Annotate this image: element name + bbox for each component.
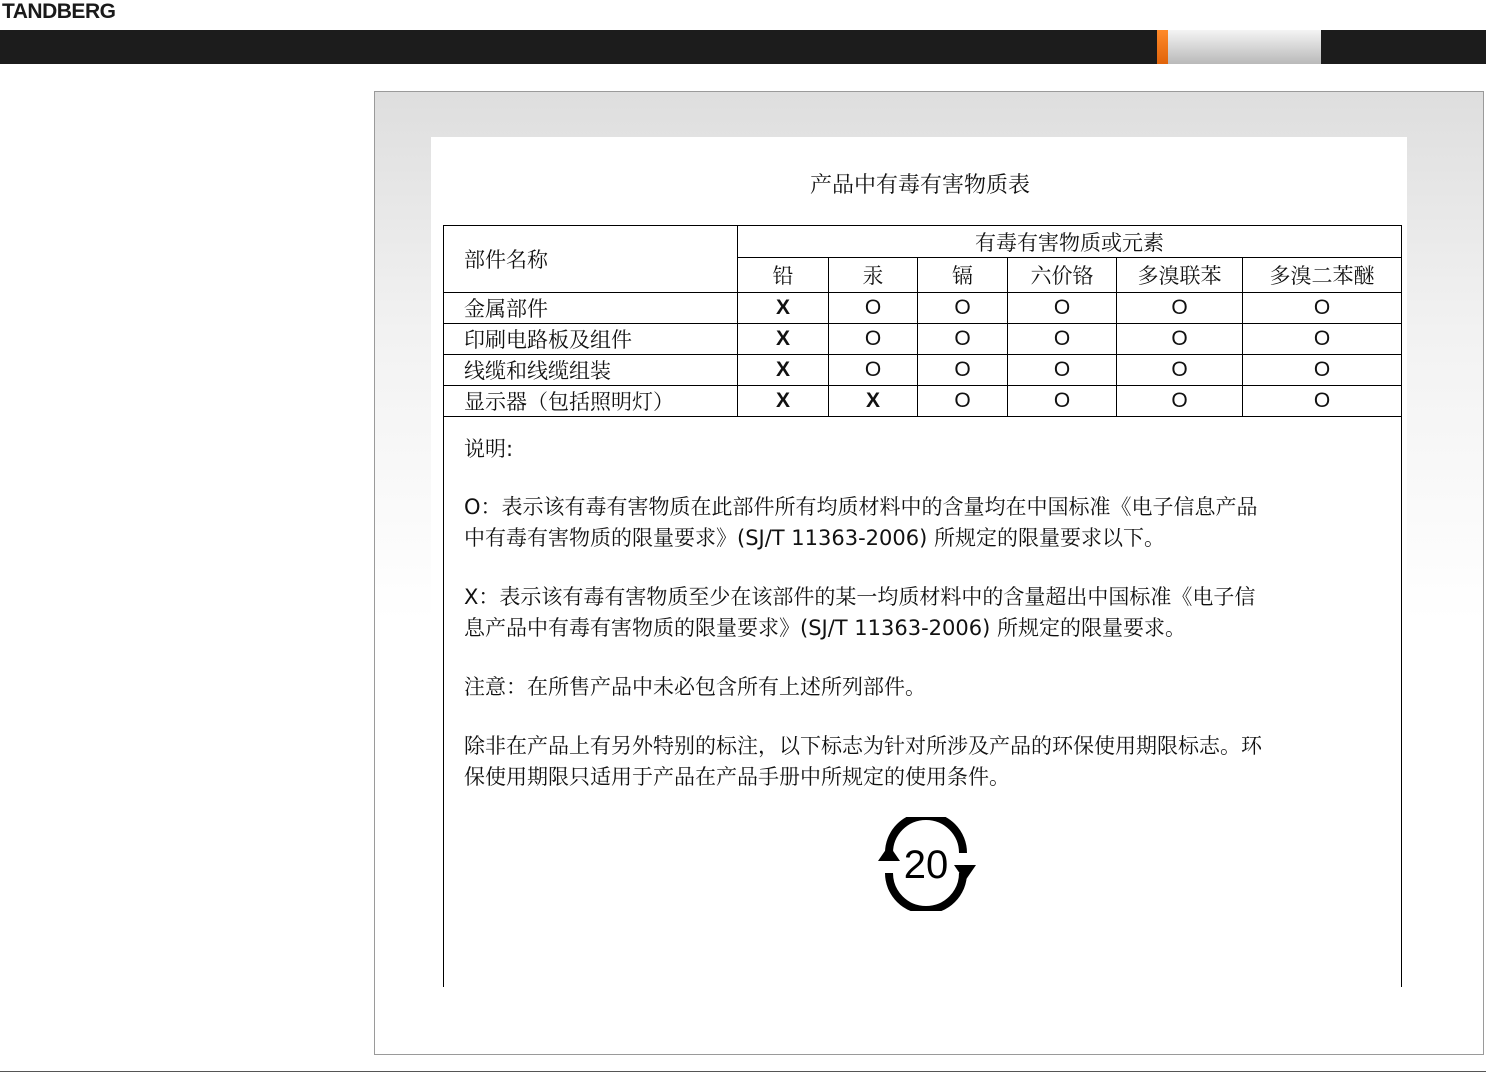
x-definition-line: X：表示该有毒有害物质至少在该部件的某一均质材料中的含量超出中国标准《电子信 — [464, 585, 1256, 609]
top-navigation-bar — [0, 30, 1486, 64]
notes-heading: 说明: — [464, 437, 514, 461]
o-definition-line: 中有毒有害物质的限量要求》(SJ/T 11363-2006) 所规定的限量要求以下。 — [464, 526, 1165, 550]
substance-mark: O — [918, 293, 1008, 324]
document-title: 产品中有毒有害物质表 — [809, 173, 1030, 198]
nav-tab[interactable] — [1168, 30, 1321, 64]
hazardous-substance-table — [443, 225, 1402, 417]
substance-mark: X — [738, 324, 829, 355]
part-name: 金属部件 — [444, 293, 738, 324]
environment-note-line: 除非在产品上有另外特别的标注，以下标志为针对所涉及产品的环保使用期限标志。环 — [464, 734, 1262, 758]
part-name: 线缆和线缆组装 — [444, 355, 738, 386]
substance-mark: O — [1243, 386, 1402, 417]
substance-mark: O — [1243, 355, 1402, 386]
substance-mark: O — [1117, 293, 1243, 324]
substance-mark: O — [1008, 324, 1117, 355]
part-name: 显示器（包括照明灯） — [444, 386, 738, 417]
substance-mark: O — [918, 386, 1008, 417]
tandberg-logo: TANDBERG — [2, 0, 116, 23]
table-row — [444, 355, 1402, 386]
table-row — [444, 293, 1402, 324]
substance-mark: O — [918, 324, 1008, 355]
substance-mark: O — [1008, 386, 1117, 417]
o-definition-line: O：表示该有毒有害物质在此部件所有均质材料中的含量均在中国标准《电子信息产品 — [464, 495, 1258, 519]
substance-mark: X — [738, 355, 829, 386]
substance-header: 六价铬 — [1008, 258, 1117, 293]
epup-20-year-icon — [875, 817, 979, 911]
substance-header: 多溴二苯醚 — [1243, 258, 1402, 293]
substance-mark: X — [738, 386, 829, 417]
substance-header: 多溴联苯 — [1117, 258, 1243, 293]
footer-divider — [0, 1071, 1486, 1072]
epup-label: 20 — [903, 843, 949, 887]
substance-mark: O — [1117, 386, 1243, 417]
substance-header: 镉 — [918, 258, 1008, 293]
part-name-header: 部件名称 — [444, 226, 738, 293]
substance-mark: O — [829, 293, 918, 324]
substance-header: 汞 — [829, 258, 918, 293]
substance-header: 铅 — [738, 258, 829, 293]
substance-mark: O — [1243, 324, 1402, 355]
substance-mark: O — [1008, 355, 1117, 386]
caution-note: 注意：在所售产品中未必包含所有上述所列部件。 — [464, 675, 926, 699]
substance-mark: X — [829, 386, 918, 417]
substance-mark: O — [918, 355, 1008, 386]
substance-mark: X — [738, 293, 829, 324]
part-name: 印刷电路板及组件 — [444, 324, 738, 355]
x-definition-line: 息产品中有毒有害物质的限量要求》(SJ/T 11363-2006) 所规定的限量要求。 — [464, 616, 1186, 640]
substance-mark: O — [829, 324, 918, 355]
substance-group-header: 有毒有害物质或元素 — [738, 226, 1402, 258]
substance-mark: O — [829, 355, 918, 386]
table-row — [444, 324, 1402, 355]
substance-mark: O — [1008, 293, 1117, 324]
environment-note-line: 保使用期限只适用于产品在产品手册中所规定的使用条件。 — [464, 765, 1010, 789]
substance-mark: O — [1117, 324, 1243, 355]
substance-mark: O — [1243, 293, 1402, 324]
table-row — [444, 386, 1402, 417]
substance-mark: O — [1117, 355, 1243, 386]
accent-marker — [1157, 30, 1168, 64]
